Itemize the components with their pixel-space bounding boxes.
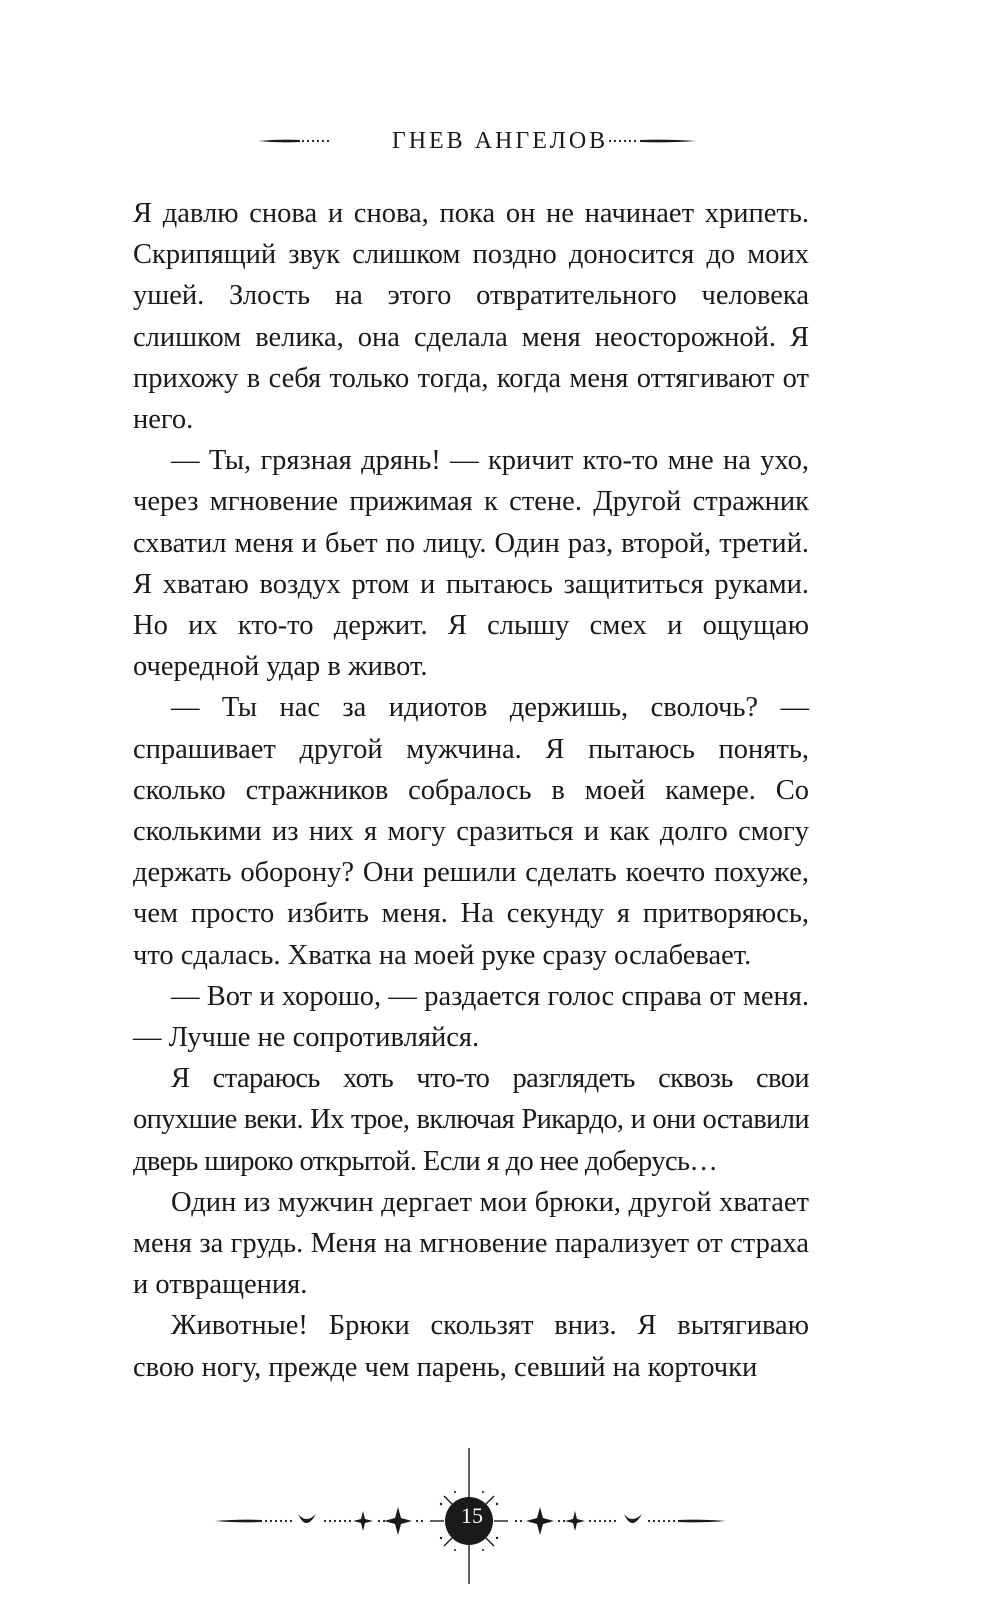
paragraph: — Ты нас за идиотов держишь, сволочь? — спрашивает другой мужчина. Я пытаюсь понять, сколько стражников собралось в моей камере. Со сколькими из них я могу сразиться и как долго смогу держать оборону? Они решили сделать коечто похуже, чем просто избить меня. На секунду я притворяюсь, что сдалась. Хватка на моей руке сразу ослабевает. bbox=[133, 692, 809, 971]
paragraph: — Ты, грязная дрянь! — кричит кто-то мне на ухо, через мгновение прижимая к стене. Другой стражник схватил меня и бьет по лицу. Один раз, второй, третий. Я хватаю воздух ртом и пытаюсь защититься руками. Но их кто-то держит. Я слышу смех и ощущаю очередной удар в живот. bbox=[133, 445, 809, 683]
page-footer bbox=[0, 1448, 1000, 1588]
paragraph: Я стараюсь хоть что-то разглядеть сквозь свои опухшие веки. Их трое, включая Рикардо, и они оставили дверь широко открытой. Если я до нее доберусь… bbox=[133, 1063, 809, 1177]
paragraph: Животные! Брюки скользят вниз. Я вытягиваю свою ногу, прежде чем парень, севший на корточки bbox=[133, 1310, 809, 1383]
paragraph: — Вот и хорошо, — раздается голос справа от меня. — Лучше не сопротивляйся. bbox=[133, 980, 809, 1054]
page-number: 15 bbox=[461, 1503, 483, 1528]
paragraph: Я давлю снова и снова, пока он не начинает хрипеть. Скрипящий звук слишком поздно доносится до моих ушей. Злость на этого отвратительного человека слишком велика, она сделала меня неосторожной. Я прихожу в себя только тогда, когда меня оттягивают от него. bbox=[133, 198, 809, 436]
paragraph: Один из мужчин дергает мои брюки, другой хватает меня за грудь. Меня на мгновение парализует от страха и отвращения. bbox=[133, 1186, 809, 1301]
header-right-ornament-icon bbox=[606, 134, 696, 148]
running-header bbox=[0, 128, 1000, 162]
running-header-title: ГНЕВ АНГЕЛОВ bbox=[391, 128, 609, 154]
body-text bbox=[133, 193, 809, 1388]
footer-ornament-icon bbox=[0, 1448, 1000, 1588]
